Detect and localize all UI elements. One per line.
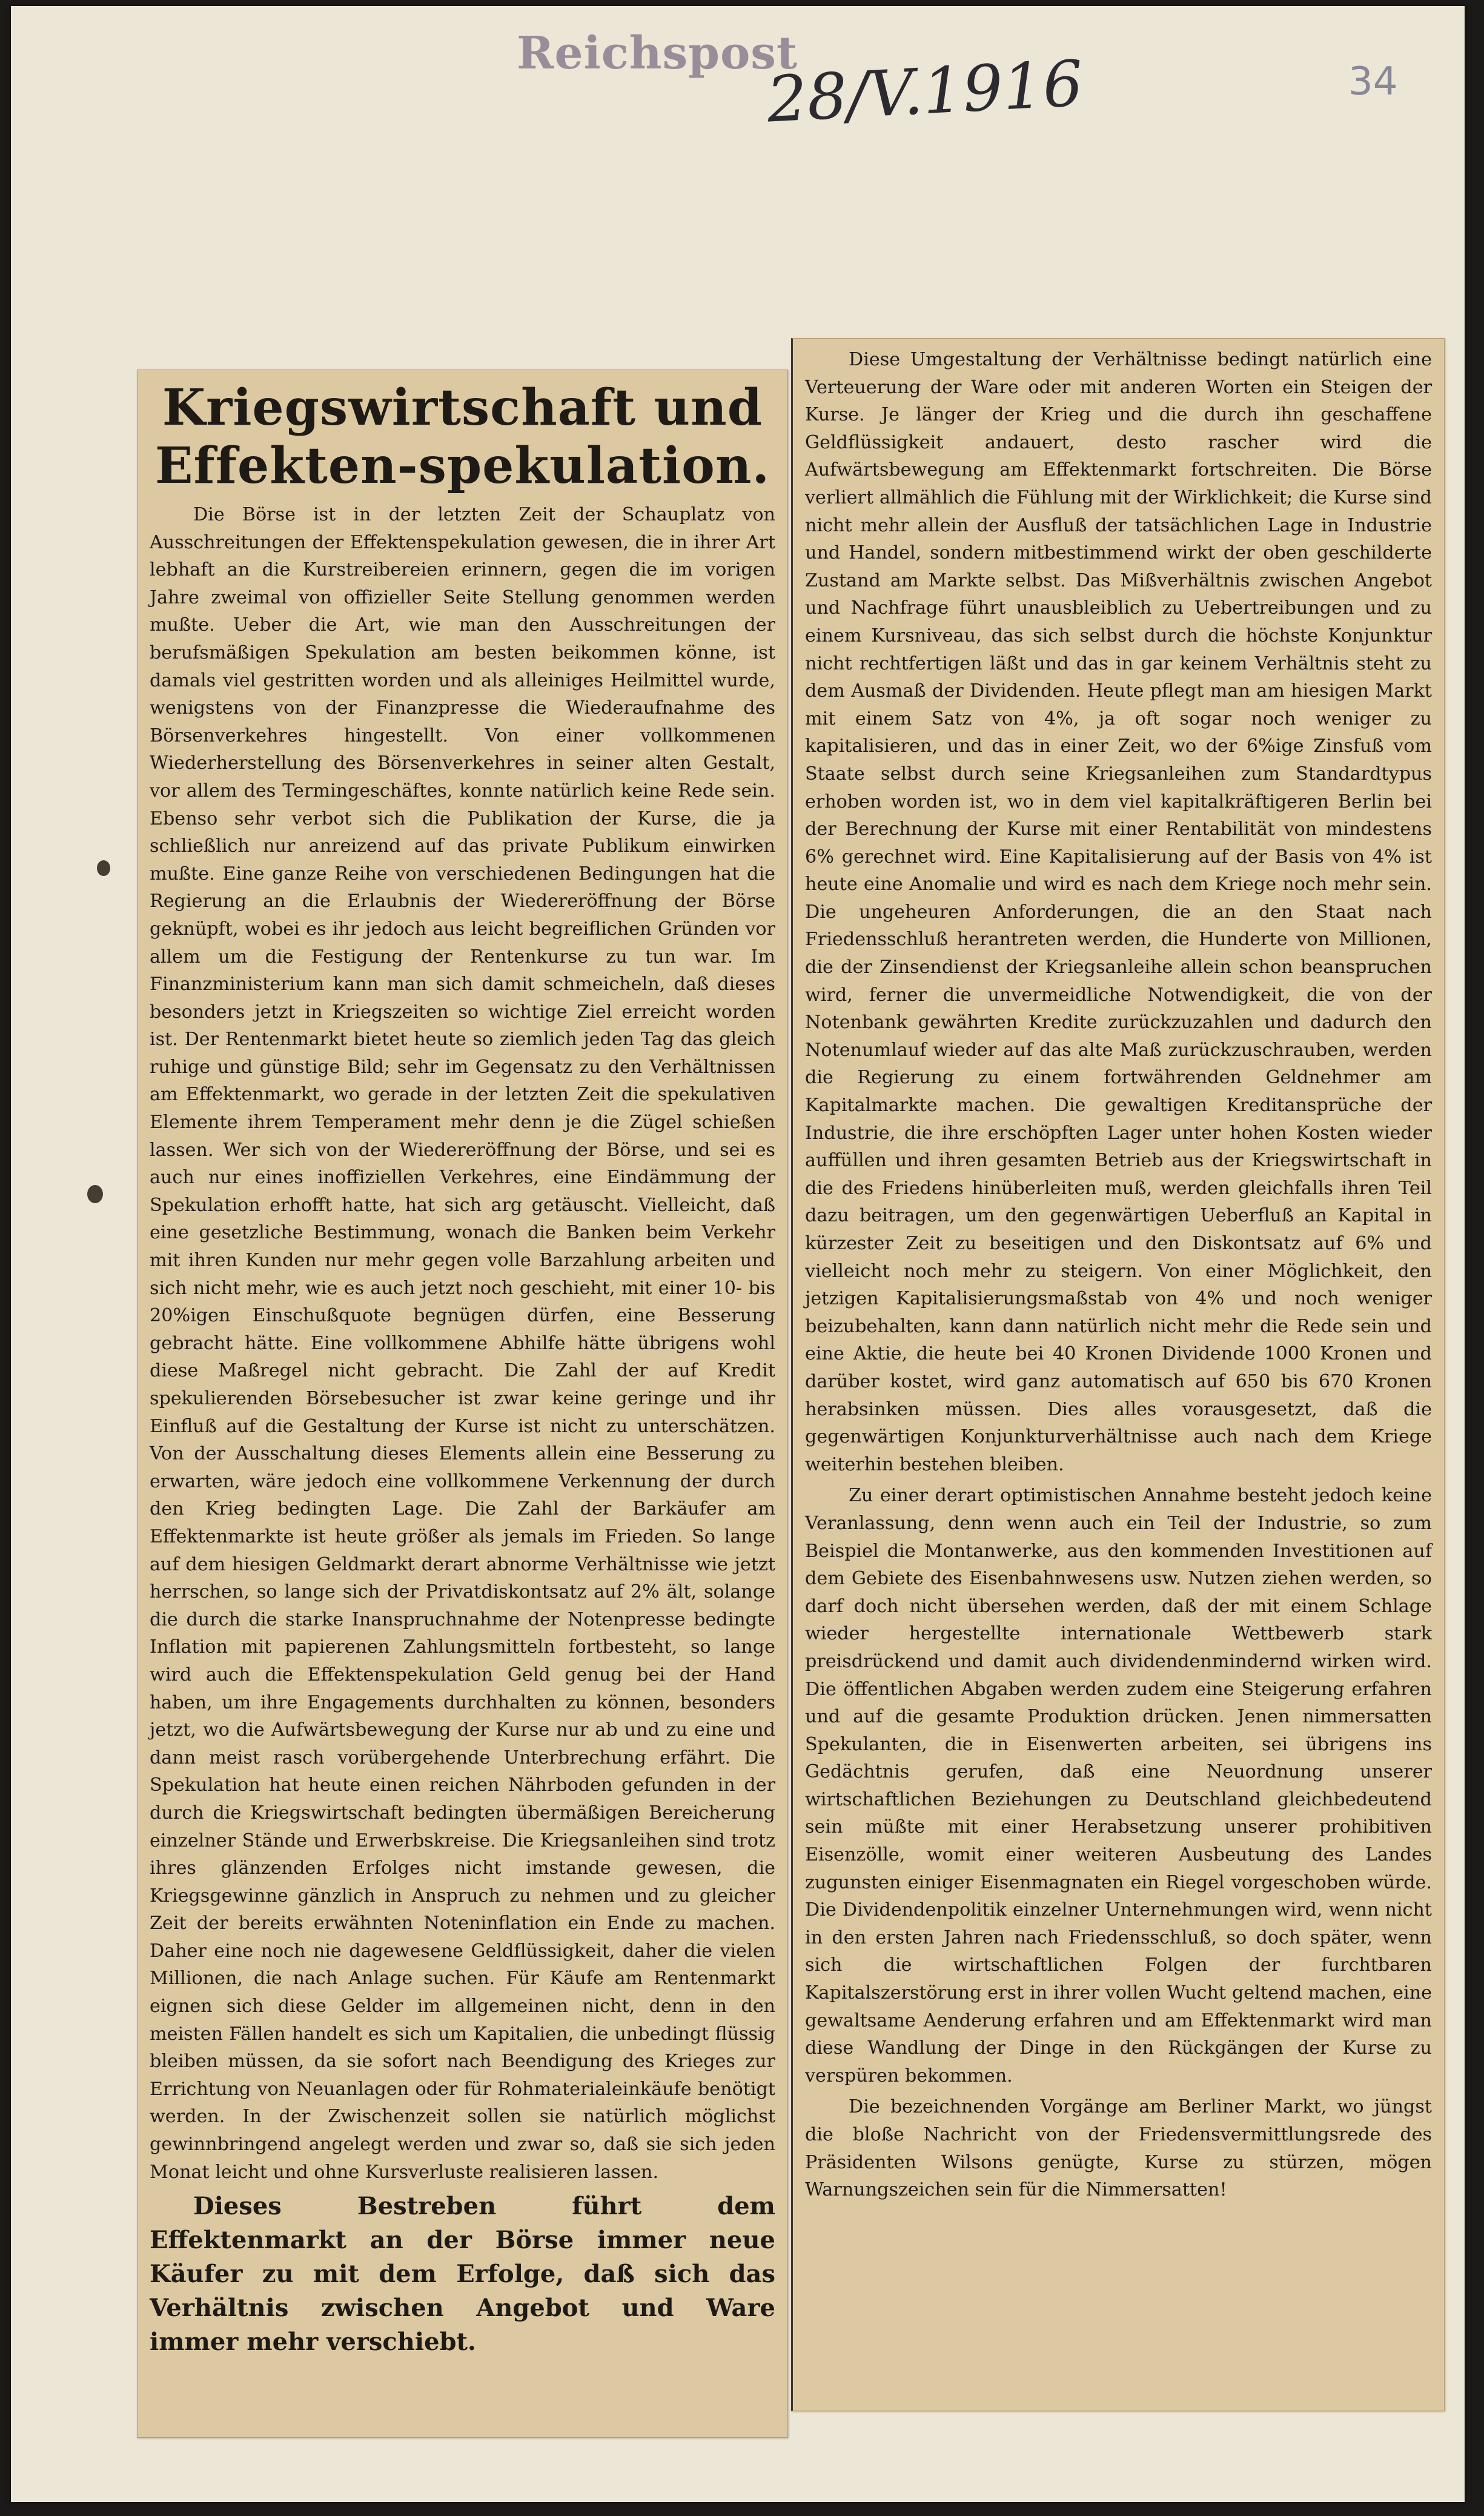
right-paragraph-1: Diese Umgestaltung der Verhältnisse bedingt natürlich eine Verteuerung der Ware oder mit anderen Worten ein Steigen der Kurse. Je länger der Krieg und die durch ihn geschaffene Geldflüssigkeit andauert, desto rascher wird die Aufwärtsbewegung am Effektenmarkt fortschreiten. Die Börse verliert allmählich die Fühlung mit der Wirklichkeit; die Kurse sind nicht mehr allein der Ausfluß der tatsächlichen Lage in Industrie und Handel, sondern mitbestimmend wirkt der oben geschilderte Zustand am Markte selbst. Das Mißverhältnis zwischen Angebot und Nachfrage führt unausbleiblich zu Uebertreibungen und zu einem Kursniveau, das sich selbst durch die höchste Konjunktur nicht rechtfertigen läßt und das in gar keinem Verhältnis steht zu dem Ausmaß der Dividenden. Heute pflegt man am hiesigen Markt mit einem Satz von 4%, ja oft sogar noch weniger zu kapitalisieren, und das in einer Zeit, wo der 6%ige Zinsfuß vom Staate selbst durch seine Kriegsanleihen zum Standardtypus erhoben worden ist, wo in dem viel kapitalkräftigeren Berlin bei der Berechnung der Kurse mit einer Rentabilität von mindestens 6% gerechnet wird. Eine Kapitalisierung auf der Basis von 4% ist heute eine Anomalie und wird es nach dem Kriege noch mehr sein. Die ungeheuren Anforderungen, die an den Staat nach Friedensschluß herantreten werden, die Hunderte von Millionen, die der Zinsendienst der Kriegsanleihe allein schon beanspruchen wird, ferner die unvermeidliche Notwendigkeit, die von der Notenbank gewährten Kredite zurückzuzahlen und dadurch den Notenumlauf wieder auf das alte Maß zurückzuschrauben, werden die Regierung zu einem fortwährenden Geldnehmer am Kapitalmarkte machen. Die gewaltigen Kreditansprüche der Industrie, die ihre erschöpften Lager unter hohen Kosten wieder auffüllen und ihren gesamten Betrieb aus der Kriegswirtschaft in die des Friedens hinüberleiten muß, werden gleichfalls ihren Teil dazu beitragen, um den gegenwärtigen Ueberfluß an Kapital in kürzester Zeit zu beseitigen und den Diskontsatz auf 6% und vielleicht noch mehr zu steigern. Von einer Möglichkeit, den jetzigen Kapitalisierungsmaßstab von 4% und noch weniger beizubehalten, kann dann natürlich nicht mehr die Rede sein und eine Aktie, die heute bei 40 Kronen Dividende 1000 Kronen und darüber kostet, wird ganz automatisch auf 650 bis 670 Kronen herabsinken müssen. Dies alles vorausgesetzt, daß die gegenwärtigen Konjunkturverhältnisse auch nach dem Kriege weiterhin bestehen bleiben. xyxy=(805,349,1432,1475)
right-paragraph-2: Zu einer derart optimistischen Annahme besteht jedoch keine Veranlassung, denn wenn auch ein Teil der Industrie, so zum Beispiel die Montanwerke, aus den kommenden Investitionen auf dem Gebiete des Eisenbahnwesens usw. Nutzen ziehen werden, so darf doch nicht übersehen werden, daß der mit einem Schlage wieder hergestellte internationale Wettbewerb stark preisdrückend und damit auch dividendenmindernd wirken wird. Die öffentlichen Abgaben werden zudem eine Steigerung erfahren und auf die gesamte Produktion drücken. Jenen nimmersatten Spekulanten, die in Eisenwerten arbeiten, sei übrigens ins Gedächtnis gerufen, daß eine Neuordnung unserer wirtschaftlichen Beziehungen zu Deutschland gleichbedeutend sein müßte mit einer Herabsetzung unserer prohibitiven Eisenzölle, womit einer weiteren Ausbeutung des Landes zugunsten einiger Eisenmagnaten ein Riegel vorgeschoben würde. Die Dividendenpolitik einzelner Unternehmungen wird, wenn nicht in den ersten Jahren nach Friedensschluß, so doch später, wenn sich die wirtschaftlichen Folgen der furchtbaren Kapitalszerstörung erst in ihrer vollen Wucht geltend machen, eine gewaltsame Aenderung erfahren und am Effektenmarkt wird man diese Wandlung der Dinge in den Rückgängen der Kurse zu verspüren bekommen. xyxy=(805,1485,1432,2086)
right-column-text xyxy=(805,346,1432,2204)
left-paragraph-2: Dieses Bestreben führt dem Effektenmarkt an der Börse immer neue Käufer zu mit dem Erfolge, daß sich das Verhältnis zwischen Angebot und Ware immer mehr verschiebt. xyxy=(150,2192,775,2357)
left-column-text xyxy=(150,501,775,2359)
ink-blot xyxy=(97,860,110,876)
newspaper-stamp: Reichspost xyxy=(517,27,798,79)
handwritten-date: 28/V.1916 xyxy=(765,46,1085,137)
clipping-left-column xyxy=(137,370,788,2438)
right-paragraph-3: Die bezeichnenden Vorgänge am Berliner Markt, wo jüngst die bloße Nachricht von der Friedensvermittlungsrede des Präsidenten Wilsons genügte, Kurse zu stürzen, mögen Warnungszeichen sein für die Nimmersatten! xyxy=(805,2096,1432,2201)
left-paragraph-1: Die Börse ist in der letzten Zeit der Schauplatz von Ausschreitungen der Effektenspekulation gewesen, die in ihrer Art lebhaft an die Kurstreibereien erinnern, gegen die im vorigen Jahre zweimal von offizieller Seite Stellung genommen werden mußte. Ueber die Art, wie man den Ausschreitungen der berufsmäßigen Spekulation am besten beikommen könne, ist damals viel gestritten worden und als alleiniges Heilmittel wurde, wenigstens von der Finanzpresse die Wiederaufnahme des Börsenverkehres hingestellt. Von einer vollkommenen Wiederherstellung des Börsenverkehres in seiner alten Gestalt, vor allem des Termingeschäftes, konnte natürlich keine Rede sein. Ebenso sehr verbot sich die Publikation der Kurse, die ja schließlich nur anreizend auf das private Publikum einwirken mußte. Eine ganze Reihe von verschiedenen Bedingungen hat die Regierung an die Erlaubnis der Wiedereröffnung der Börse geknüpft, wobei es ihr jedoch aus leicht begreiflichen Gründen vor allem um die Festigung der Rentenkurse zu tun war. Im Finanzministerium kann man sich damit schmeicheln, daß dieses besonders jetzt in Kriegszeiten so wichtige Ziel erreicht worden ist. Der Rentenmarkt bietet heute so ziemlich jeden Tag das gleich ruhige und günstige Bild; sehr im Gegensatz zu den Verhältnissen am Effektenmarkt, wo gerade in der letzten Zeit die spekulativen Elemente ihrem Temperament mehr denn je die Zügel schießen lassen. Wer sich von der Wiedereröffnung der Börse, und sei es auch nur eines inoffiziellen Verkehres, eine Eindämmung der Spekulation erhofft hatte, hat sich arg getäuscht. Vielleicht, daß eine gesetzliche Bestimmung, wonach die Banken beim Verkehr mit ihren Kunden nur mehr gegen volle Barzahlung arbeiten und sich nicht mehr, wie es auch jetzt noch geschieht, mit einer 10- bis 20%igen Einschußquote begnügen dürfen, eine Besserung gebracht hätte. Eine vollkommene Abhilfe hätte übrigens wohl diese Maßregel nicht gebracht. Die Zahl der auf Kredit spekulierenden Börsebesucher ist zwar keine geringe und ihr Einfluß auf die Gestaltung der Kurse ist nicht zu unterschätzen. Von der Ausschaltung dieses Elements allein eine Besserung zu erwarten, wäre jedoch eine vollkommene Verkennung der durch den Krieg bedingten Lage. Die Zahl der Barkäufer am Effektenmarkte ist heute größer als jemals im Frieden. So lange auf dem hiesigen Geldmarkt derart abnorme Verhältnisse wie jetzt herrschen, so lange sich der Privatdiskontsatz auf 2% ält, solange die durch die starke Inanspruchnahme der Notenpresse bedingte Inflation mit papierenen Zahlungsmitteln fortbesteht, so lange wird auch die Effektenspekulation Geld genug bei der Hand haben, um ihre Engagements durchhalten zu können, besonders jetzt, wo die Aufwärtsbewegung der Kurse nur ab und zu eine und dann meist rasch vorübergehende Unterbrechung erfährt. Die Spekulation hat heute einen reichen Nährboden gefunden in der durch die Kriegswirtschaft bedingten übermäßigen Bereicherung einzelner Stände und Erwerbskreise. Die Kriegsanleihen sind trotz ihres glänzenden Erfolges nicht imstande gewesen, die Kriegsgewinne gänzlich in Anspruch zu nehmen und zu gleicher Zeit der bereits erwähnten Noteninflation ein Ende zu machen. Daher eine noch nie dagewesene Geldflüssigkeit, daher die vielen Millionen, die nach Anlage suchen. Für Käufe am Rentenmarkt eignen sich diese Gelder im allgemeinen nicht, denn in den meisten Fällen handelt es sich um Kapitalien, die unbedingt flüssig bleiben müssen, da sie sofort nach Beendigung des Krieges zur Errichtung von Neuanlagen oder für Rohmaterialeinkäufe benötigt werden. In der Zwischenzeit sollen sie natürlich möglichst gewinnbringend angelegt werden und zwar so, daß sie sich jeden Monat leicht und ohne Kursverluste realisieren lassen. xyxy=(150,504,775,2183)
clipping-right-column xyxy=(791,338,1445,2411)
article-title: Kriegswirtschaft und Effekten-spekulation. xyxy=(154,379,770,495)
archive-page xyxy=(11,6,1465,2502)
page-number: 34 xyxy=(1348,59,1398,104)
ink-blot xyxy=(87,1185,103,1203)
